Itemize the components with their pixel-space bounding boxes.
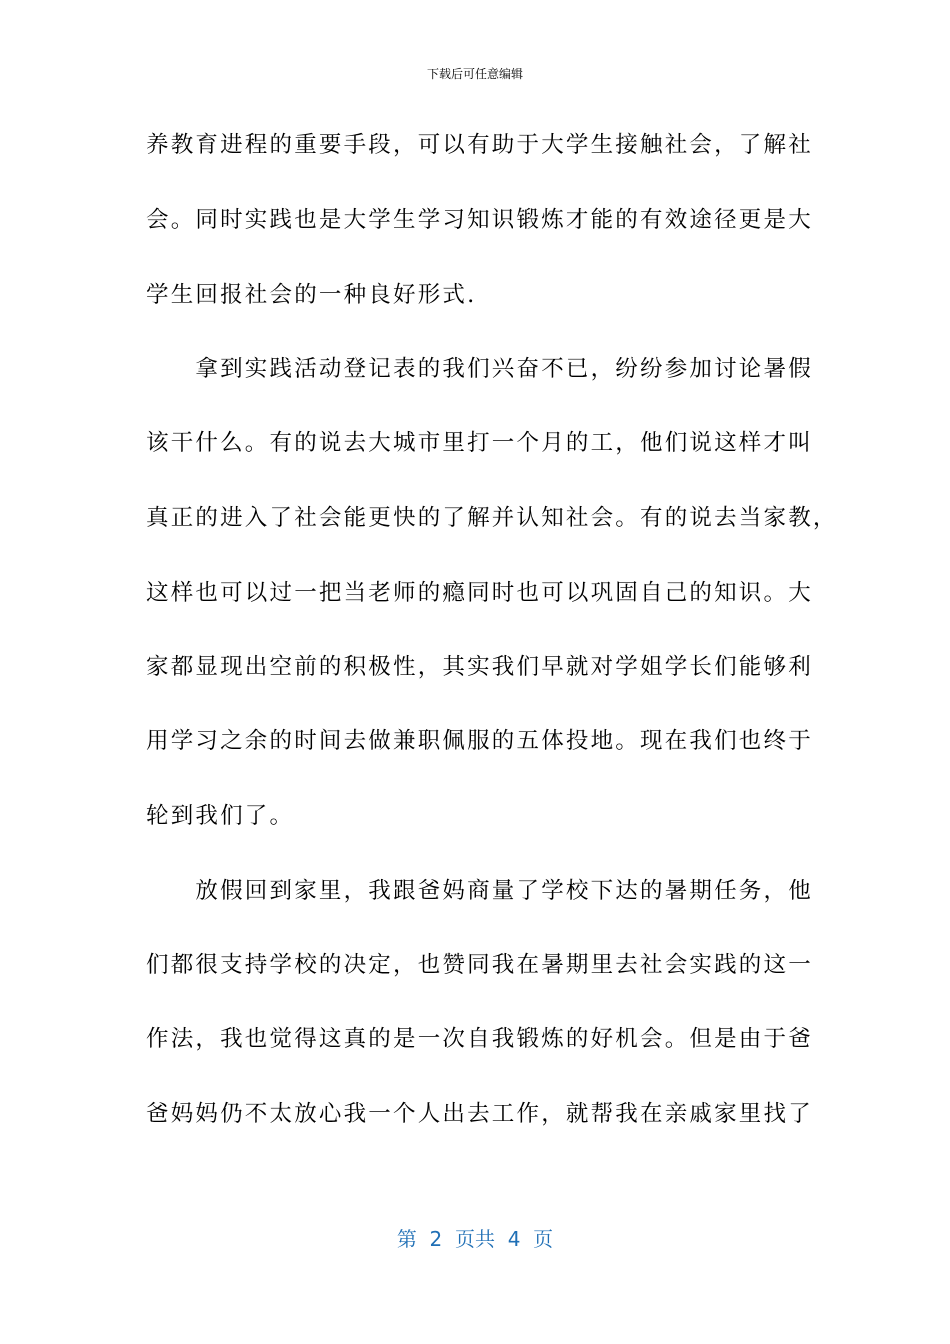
text-line: 真正的进入了社会能更快的了解并认知社会。有的说去当家教， bbox=[146, 505, 838, 531]
text-line: 们都很支持学校的决定，也赞同我在暑期里去社会实践的这一 bbox=[146, 952, 813, 978]
paragraph-start-line: 拿到实践活动登记表的我们兴奋不已，纷纷参加讨论暑假 bbox=[146, 356, 813, 382]
text-line: 这样也可以过一把当老师的瘾同时也可以巩固自己的知识。大 bbox=[146, 580, 813, 606]
text-line: 爸妈妈仍不太放心我一个人出去工作，就帮我在亲戚家里找了 bbox=[146, 1101, 813, 1127]
paragraph-start-line: 放假回到家里，我跟爸妈商量了学校下达的暑期任务，他 bbox=[146, 878, 813, 904]
text-line: 会。同时实践也是大学生学习知识锻炼才能的有效途径更是大 bbox=[146, 207, 813, 233]
text-line: 该干什么。有的说去大城市里打一个月的工，他们说这样才叫 bbox=[146, 430, 813, 456]
text-line: 轮到我们了。 bbox=[146, 803, 295, 829]
page-header: 下载后可任意编辑 bbox=[426, 67, 523, 81]
text-line: 学生回报社会的一种良好形式. bbox=[146, 282, 477, 308]
text-line: 养教育进程的重要手段，可以有助于大学生接触社会，了解社 bbox=[146, 132, 813, 158]
page-number-footer: 第 2 页共 4 页 bbox=[396, 1227, 554, 1251]
text-line: 作法，我也觉得这真的是一次自我锻炼的好机会。但是由于爸 bbox=[146, 1026, 813, 1052]
text-line: 家都显现出空前的积极性，其实我们早就对学姐学长们能够利 bbox=[146, 654, 813, 680]
text-line: 用学习之余的时间去做兼职佩服的五体投地。现在我们也终于 bbox=[146, 728, 813, 754]
